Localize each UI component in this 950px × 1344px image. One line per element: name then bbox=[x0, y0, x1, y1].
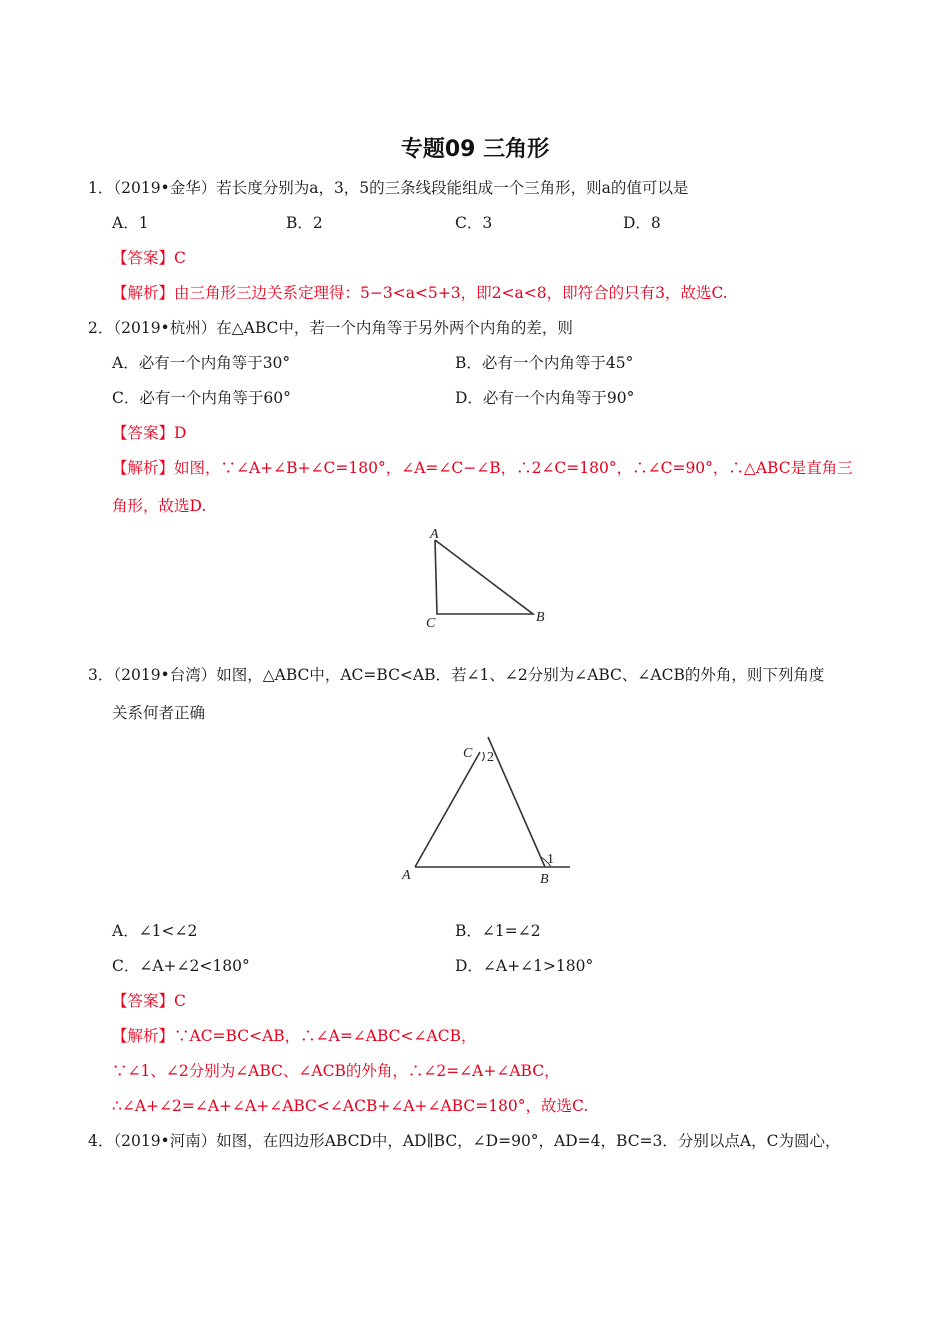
q1-option-a: A．1 bbox=[112, 214, 149, 232]
page-title: 专题09 三角形 bbox=[400, 137, 550, 162]
q3-option-d: D．∠A+∠1>180° bbox=[455, 957, 594, 975]
q4-stem: 4．（2019•河南）如图，在四边形ABCD中，AD∥BC，∠D=90°，AD=4，BC=3．分别以点A，C为圆心， bbox=[88, 1132, 841, 1150]
q3-label-a: A bbox=[402, 868, 411, 883]
q2-triangle-sides bbox=[435, 540, 533, 614]
q2-option-b: B．必有一个内角等于45° bbox=[455, 354, 634, 372]
q2-stem: 2．（2019•杭州）在△ABC中，若一个内角等于另外两个内角的差，则 bbox=[88, 319, 573, 337]
q3-label-1: 1 bbox=[547, 852, 554, 867]
q2-label-a: A bbox=[430, 527, 439, 542]
q3-angle2-arc bbox=[482, 752, 484, 761]
q3-side-ac bbox=[415, 752, 480, 867]
q1-option-c: C．3 bbox=[455, 214, 493, 232]
q3-analysis-line2: ∵∠1、∠2分别为∠ABC、∠ACB的外角，∴∠2=∠A+∠ABC， bbox=[112, 1062, 560, 1080]
q3-option-b: B．∠1=∠2 bbox=[455, 922, 541, 940]
q3-option-a: A．∠1<∠2 bbox=[112, 922, 198, 940]
q3-answer: 【答案】C bbox=[112, 992, 186, 1010]
q1-option-b: B．2 bbox=[286, 214, 323, 232]
q1-answer: 【答案】C bbox=[112, 249, 186, 267]
q2-label-c: C bbox=[426, 616, 436, 631]
q3-stem-line2: 关系何者正确 bbox=[112, 704, 206, 722]
q2-option-a: A．必有一个内角等于30° bbox=[112, 354, 291, 372]
q2-option-c: C．必有一个内角等于60° bbox=[112, 389, 291, 407]
q3-stem-line1: 3．（2019•台湾）如图，△ABC中，AC=BC<AB．若∠1、∠2分别为∠ABC、∠ACB的外角，则下列角度 bbox=[88, 666, 825, 684]
q3-label-2: 2 bbox=[487, 750, 494, 765]
q3-label-c: C bbox=[463, 746, 473, 761]
q3-analysis-line1: 【解析】∵AC=BC<AB，∴∠A=∠ABC<∠ACB， bbox=[112, 1027, 477, 1045]
q1-option-d: D．8 bbox=[623, 214, 661, 232]
q2-analysis-line2: 角形，故选D. bbox=[112, 497, 207, 515]
q3-triangle-figure bbox=[395, 730, 575, 886]
q3-analysis-line3: ∴∠A+∠2=∠A+∠A+∠ABC<∠ACB+∠A+∠ABC=180°，故选C. bbox=[112, 1097, 589, 1115]
q1-analysis: 【解析】由三角形三边关系定理得：5−3<a<5+3，即2<a<8，即符合的只有3，故选C. bbox=[112, 284, 728, 302]
q2-right-triangle-figure bbox=[415, 522, 565, 634]
q3-label-b: B bbox=[540, 872, 549, 886]
q2-option-d: D．必有一个内角等于90° bbox=[455, 389, 635, 407]
q2-answer: 【答案】D bbox=[112, 424, 187, 442]
q1-stem: 1．（2019•金华）若长度分别为a，3，5的三条线段能组成一个三角形，则a的值可以是 bbox=[88, 179, 689, 197]
q2-label-b: B bbox=[536, 610, 545, 625]
q2-analysis-line1: 【解析】如图，∵∠A+∠B+∠C=180°，∠A=∠C−∠B，∴2∠C=180°，∴∠C=90°，∴△ABC是直角三 bbox=[112, 459, 853, 477]
q3-side-bc-extended bbox=[488, 737, 545, 867]
q3-option-c: C．∠A+∠2<180° bbox=[112, 957, 250, 975]
